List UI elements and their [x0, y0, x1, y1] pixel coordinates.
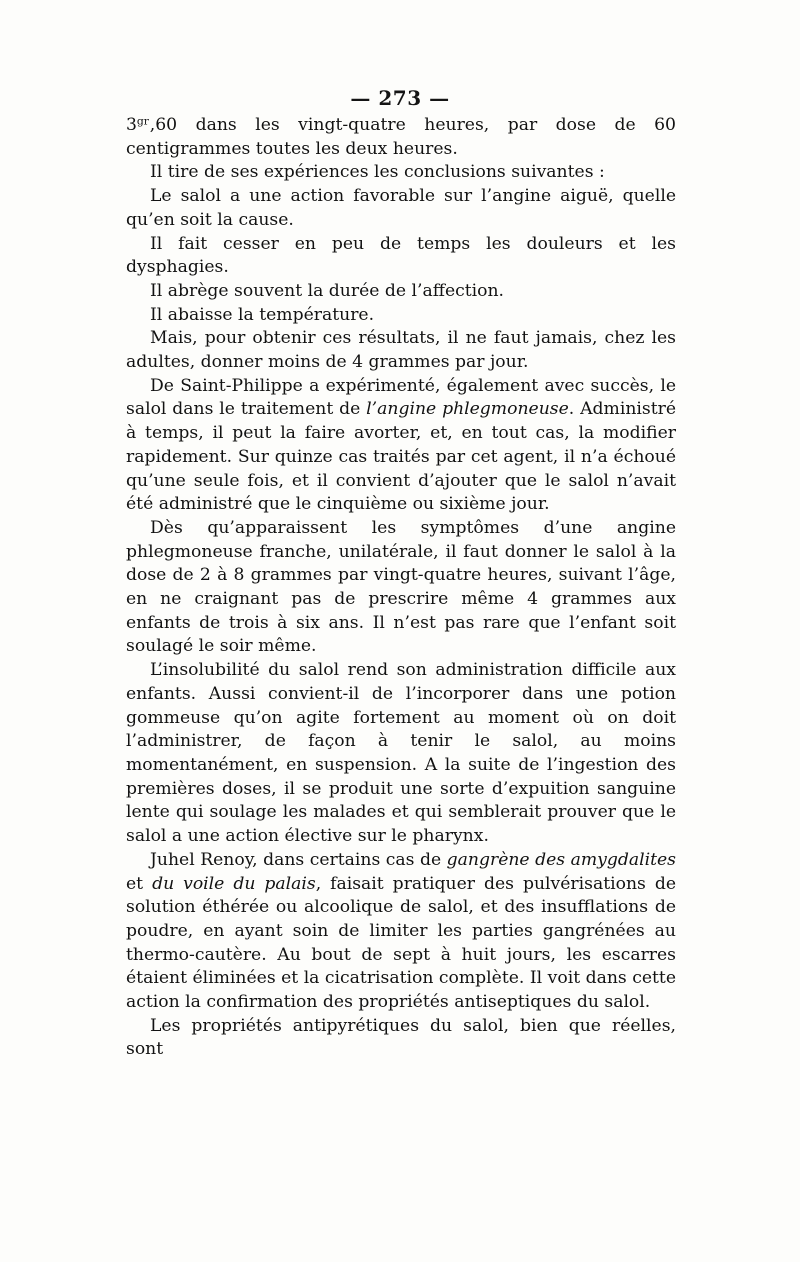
paragraph — [126, 1015, 676, 1062]
paragraph-text: Le salol a une action favorable sur l’angine aiguë, quelle qu’en soit la cause. — [126, 186, 676, 230]
paragraph — [126, 849, 676, 1015]
italic-text: l’angine phlegmoneuse — [366, 399, 569, 420]
paragraph — [126, 517, 676, 659]
page-number: — 273 — — [350, 86, 450, 110]
paragraph-text: 3ᵍʳ,60 dans les vingt-quatre heures, par dose de 60 centigrammes toutes les deux heures. — [126, 115, 676, 159]
italic-text: du voile du palais — [152, 873, 316, 894]
paragraph — [126, 233, 676, 280]
paragraph-text: , faisait pratiquer des pulvérisations de solution éthérée ou alcoolique de salol, et des insufflations de poudre, en ayant soin de limiter les parties gangrénées au thermo-cautère. Au bout de sept à huit jours, les escarres étaient éliminées et la cicatrisation complète. Il voit dans cette action la confirmation des propriétés antiseptiques du salol. — [126, 873, 676, 1013]
paragraph — [126, 304, 676, 328]
paragraph-text: Les propriétés antipyrétiques du salol, bien que réelles, sont — [126, 1015, 676, 1060]
paragraph-text: Il tire de ses expériences les conclusions suivantes : — [150, 162, 605, 183]
paragraph — [126, 161, 676, 185]
paragraph-text: Il abrège souvent la durée de l’affection. — [150, 280, 505, 301]
paragraph — [126, 327, 676, 374]
paragraph-text: Il fait cesser en peu de temps les douleurs et les dysphagies. — [126, 233, 676, 278]
italic-text: gangrène des amygdalites — [446, 849, 676, 870]
paragraph-text: L’insolubilité du salol rend son administration difficile aux enfants. Aussi convient-il de l’incorporer dans une potion gommeuse qu’on agite fortement au moment où on doit l’administrer, de façon à tenir le salol, au moins momentanément, en suspension. A la suite de l’ingestion des premières doses, il se produit une sorte d’expuition sanguine lente qui soulage les malades et qui semblerait prouver que le salol a une action élective sur le pharynx. — [126, 660, 676, 847]
paragraph-text: Il abaisse la température. — [150, 304, 375, 325]
paragraph-text: et — [126, 873, 153, 894]
paragraph-text: Dès qu’apparaissent les symptômes d’une angine phlegmoneuse franche, unilatérale, il faut donner le salol à la dose de 2 à 8 grammes par vingt-quatre heures, suivant l’âge, en ne craignant pas de prescrire même 4 grammes aux enfants de trois à six ans. Il n’est pas rare que l’enfant soit soulagé le soir même. — [126, 517, 676, 657]
paragraph-text: . Administré à temps, il peut la faire avorter, et, en tout cas, la modifier rapidement. Sur quinze cas traités par cet agent, il n’a échoué qu’une seule fois, et il convient d’ajouter que le salol n’avait été administré que le cinquième ou sixième jour. — [126, 399, 676, 515]
paragraph — [126, 375, 676, 517]
paragraph — [126, 185, 676, 232]
paragraph-text: Juhel Renoy, dans certains cas de — [150, 849, 447, 870]
paragraph — [126, 114, 676, 161]
paragraph-text: De Saint-Philippe a expérimenté, également avec succès, le salol dans le traitement de — [126, 375, 676, 420]
body-text — [126, 114, 676, 1062]
paragraph-text: Mais, pour obtenir ces résultats, il ne faut jamais, chez les adultes, donner moins de 4 grammes par jour. — [126, 328, 676, 373]
paragraph — [126, 659, 676, 849]
paragraph — [126, 280, 676, 304]
